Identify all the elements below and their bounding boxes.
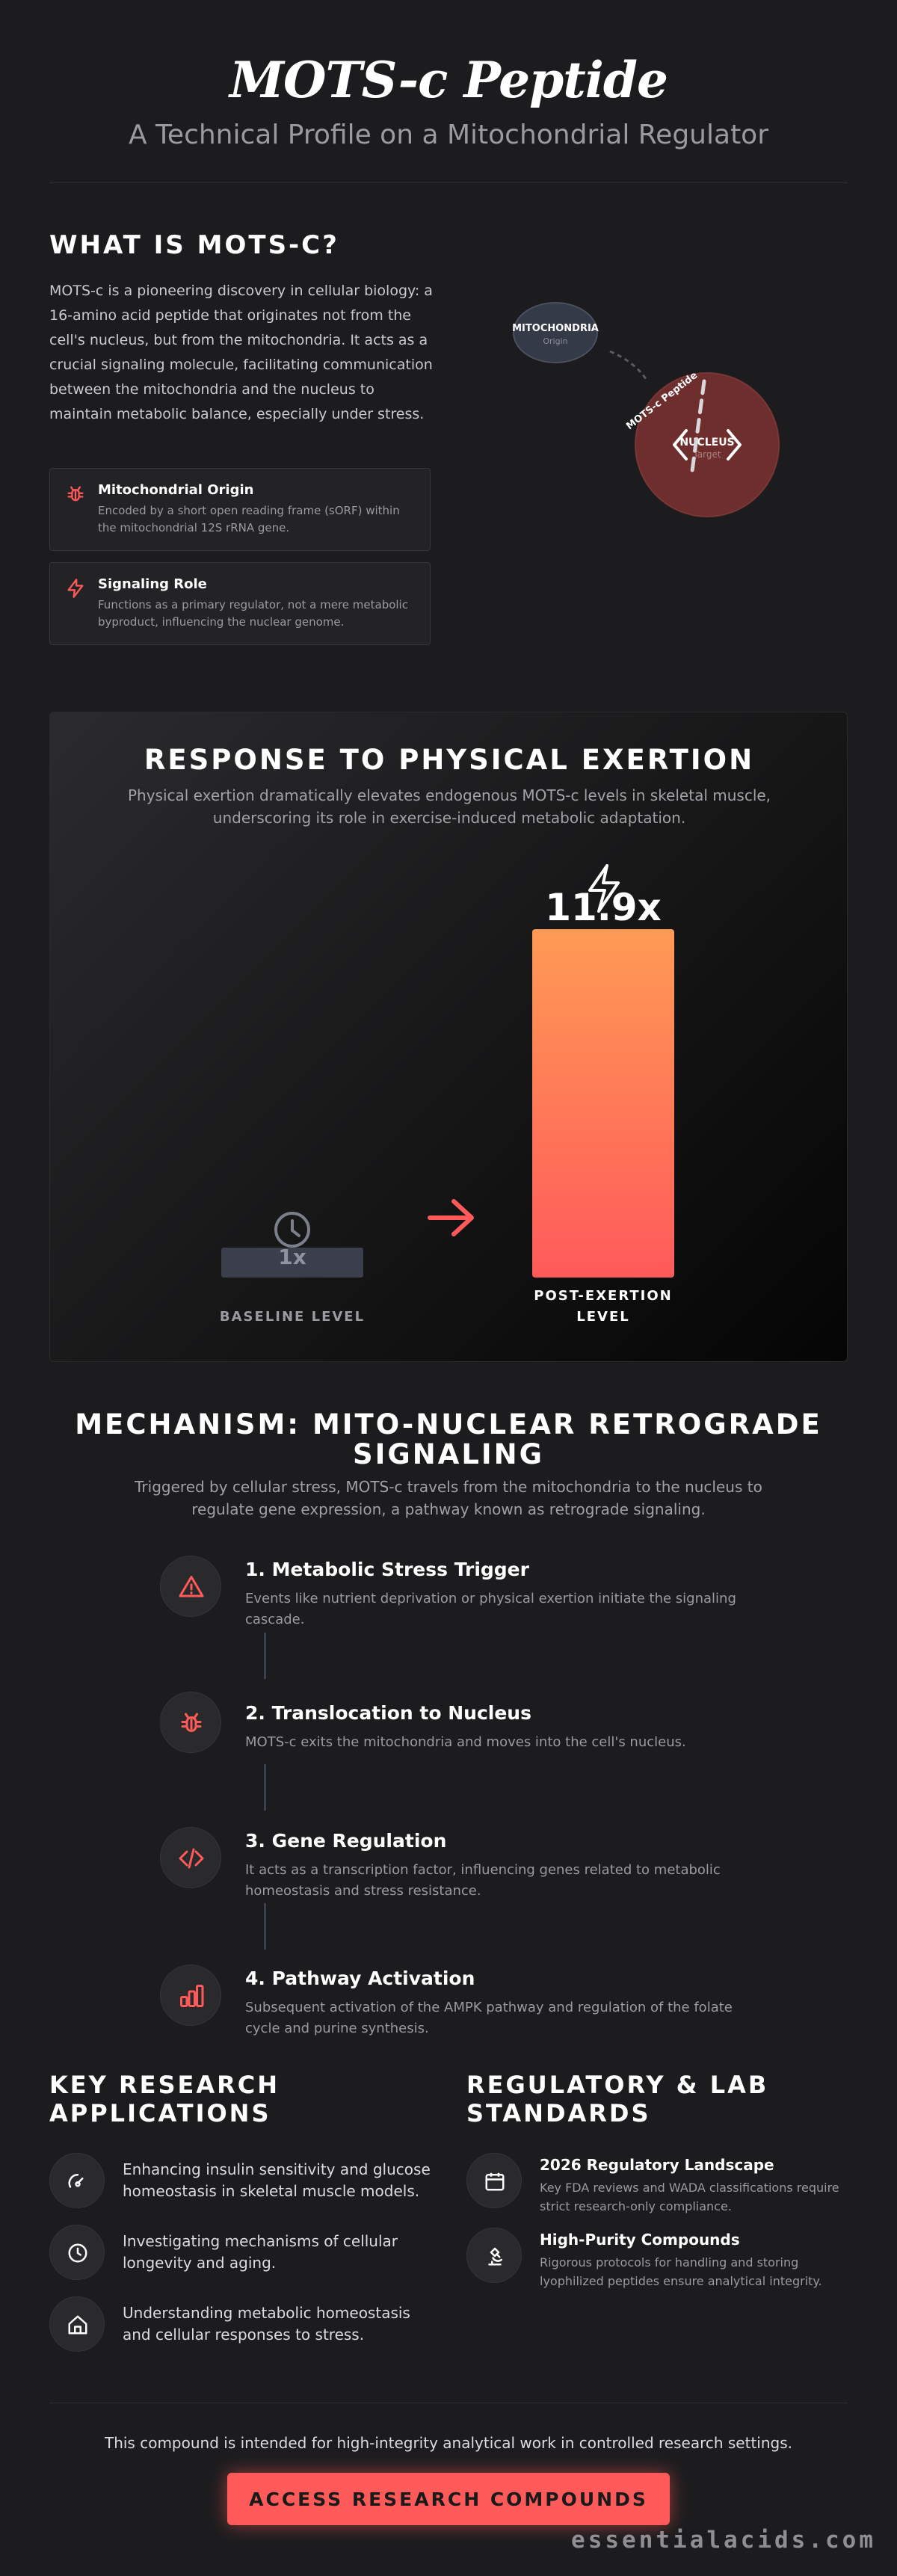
step-icon-circle — [160, 1965, 221, 2026]
app-icon-circle — [49, 2296, 105, 2352]
nucleus-sub: Target — [693, 449, 721, 460]
step-icon-circle — [160, 1556, 221, 1617]
feature-card-desc: Encoded by a short open reading frame (sORF) within the mitochondrial 12S rRNA gene. — [98, 504, 400, 534]
home-icon — [67, 2314, 89, 2336]
step-pathway-activation — [160, 1965, 733, 2039]
arrow-right-icon — [430, 1201, 472, 1234]
step-desc: Subsequent activation of the AMPK pathway and regulation of the folate cycle and purine synthesis. — [245, 2000, 733, 2036]
bar-post-exertion — [532, 929, 674, 1278]
application-desc: Enhancing insulin sensitivity and glucose homeostasis in skeletal muscle models. — [123, 2160, 431, 2200]
regulatory-item-desc: Rigorous protocols for handling and storing lyophilized peptides ensure analytical integrity. — [540, 2255, 822, 2288]
applications-title-line1: KEY RESEARCH — [49, 2071, 280, 2099]
step-title: 2. Translocation to Nucleus — [245, 1702, 531, 1724]
baseline-category-label: BASELINE LEVEL — [219, 1309, 366, 1325]
app-icon-circle — [49, 2153, 105, 2208]
step-gene-regulation — [160, 1827, 728, 1902]
what-is-title: WHAT IS MOTS-C? — [49, 230, 339, 260]
step-icon-circle — [160, 1827, 221, 1888]
step-icon-circle — [160, 1692, 221, 1753]
mitochondria-label: MITOCHONDRIA — [512, 323, 599, 334]
footer-note: This compound is intended for high-integrity analytical work in controlled research settings. — [104, 2434, 792, 2452]
regulatory-title — [466, 2071, 825, 2127]
site-watermark: essentialacids.com — [571, 2527, 876, 2554]
app-icon-circle — [49, 2225, 105, 2280]
nucleus-label: NUCLEUS — [679, 437, 735, 449]
step-stress-trigger — [160, 1556, 736, 1630]
step-title: 3. Gene Regulation — [245, 1830, 447, 1852]
applications-title — [49, 2071, 408, 2127]
exertion-bar-chart — [50, 712, 848, 1363]
regulatory-title-line2: STANDARDS — [466, 2099, 651, 2127]
baseline-value-label: 1x — [278, 1245, 306, 1269]
applications-title-line2: APPLICATIONS — [49, 2099, 271, 2127]
page-title: MOTS-c Peptide — [229, 51, 668, 109]
step-desc: It acts as a transcription factor, influencing genes related to metabolic homeostasis and stress resistance. — [245, 1862, 721, 1899]
regulatory-item-landscape — [466, 2153, 848, 2216]
step-title: 4. Pathway Activation — [245, 1968, 475, 1989]
mito-nucleus-diagram — [498, 292, 827, 531]
step-connector — [264, 1903, 266, 1950]
exertion-title: RESPONSE TO PHYSICAL EXERTION — [144, 744, 755, 776]
step-desc: Events like nutrient deprivation or physical exertion initiate the signaling cascade. — [245, 1591, 736, 1627]
page-subtitle: A Technical Profile on a Mitochondrial Regulator — [128, 120, 769, 150]
step-translocation — [160, 1692, 728, 1766]
warning-icon — [178, 1574, 205, 1600]
what-is-body: MOTS-c is a pioneering discovery in cellular biology: a 16-amino acid peptide that originates not from the cell's nucleus, but from the mitochondria. It acts as a crucial signaling molecule, facilitating communication between the mitochondria and the nucleus to maintain metabolic balance, especially under stress. — [49, 283, 433, 422]
step-title: 1. Metabolic Stress Trigger — [245, 1559, 529, 1580]
regulatory-title-line1: REGULATORY & LAB — [466, 2071, 769, 2099]
lightning-icon — [65, 578, 86, 599]
clock-icon — [276, 1213, 309, 1246]
calendar-icon — [484, 2170, 506, 2193]
mechanism-subtitle: Triggered by cellular stress, MOTS-c travels from the mitochondria to the nucleus to regulate gene expression, a pathway known as retrograde signaling. — [135, 1478, 762, 1518]
code-icon — [178, 1845, 205, 1872]
post-category-label-2: LEVEL — [576, 1309, 630, 1325]
reg-icon-circle — [466, 2153, 522, 2208]
step-connector — [264, 1633, 266, 1679]
application-item-insulin — [49, 2153, 438, 2213]
feature-card-desc: Functions as a primary regulator, not a mere metabolic byproduct, influencing the nuclear genome. — [98, 598, 408, 629]
mechanism-title-line2: SIGNALING — [352, 1438, 545, 1470]
mitochondria-sub: Origin — [543, 336, 568, 346]
application-item-homeostasis — [49, 2296, 438, 2356]
dial-icon — [67, 2170, 89, 2193]
post-category-label-1: POST-EXERTION — [534, 1288, 673, 1304]
clock-icon — [67, 2242, 89, 2264]
feature-card-title: Signaling Role — [98, 576, 207, 592]
feature-card-title: Mitochondrial Origin — [98, 482, 254, 498]
bar-chart-icon — [178, 1982, 205, 2009]
connector-arrow — [610, 351, 647, 381]
exertion-panel — [49, 712, 848, 1362]
feature-card-signaling — [49, 562, 431, 645]
application-desc: Investigating mechanisms of cellular longevity and aging. — [123, 2232, 398, 2272]
mechanism-title-line1: MECHANISM: MITO-NUCLEAR RETROGRADE — [75, 1408, 822, 1440]
header-divider — [49, 182, 848, 183]
reg-icon-circle — [466, 2228, 522, 2283]
application-item-longevity — [49, 2225, 438, 2284]
mechanism-title — [49, 1410, 848, 1470]
exertion-subtitle: Physical exertion dramatically elevates endogenous MOTS-c levels in skeletal muscle, underscoring its role in exercise-induced metabolic adaptation. — [127, 786, 771, 827]
regulatory-item-title: High-Purity Compounds — [540, 2231, 740, 2249]
page — [49, 0, 848, 2576]
regulatory-item-purity — [466, 2228, 848, 2290]
application-desc: Understanding metabolic homeostasis and cellular responses to stress. — [123, 2304, 410, 2344]
microscope-icon — [484, 2245, 506, 2267]
bug-icon — [178, 1710, 205, 1737]
peptide-label: MOTS-c Peptide — [624, 369, 700, 433]
regulatory-item-title: 2026 Regulatory Landscape — [540, 2156, 774, 2174]
bug-icon — [65, 484, 86, 505]
post-value-label: 11.9x — [545, 886, 662, 929]
regulatory-item-desc: Key FDA reviews and WADA classifications require strict research-only compliance. — [540, 2181, 839, 2213]
access-research-compounds-button[interactable]: ACCESS RESEARCH COMPOUNDS — [227, 2473, 670, 2525]
feature-card-origin — [49, 468, 431, 551]
step-desc: MOTS-c exits the mitochondria and moves into the cell's nucleus. — [245, 1734, 686, 1750]
step-connector — [264, 1764, 266, 1811]
